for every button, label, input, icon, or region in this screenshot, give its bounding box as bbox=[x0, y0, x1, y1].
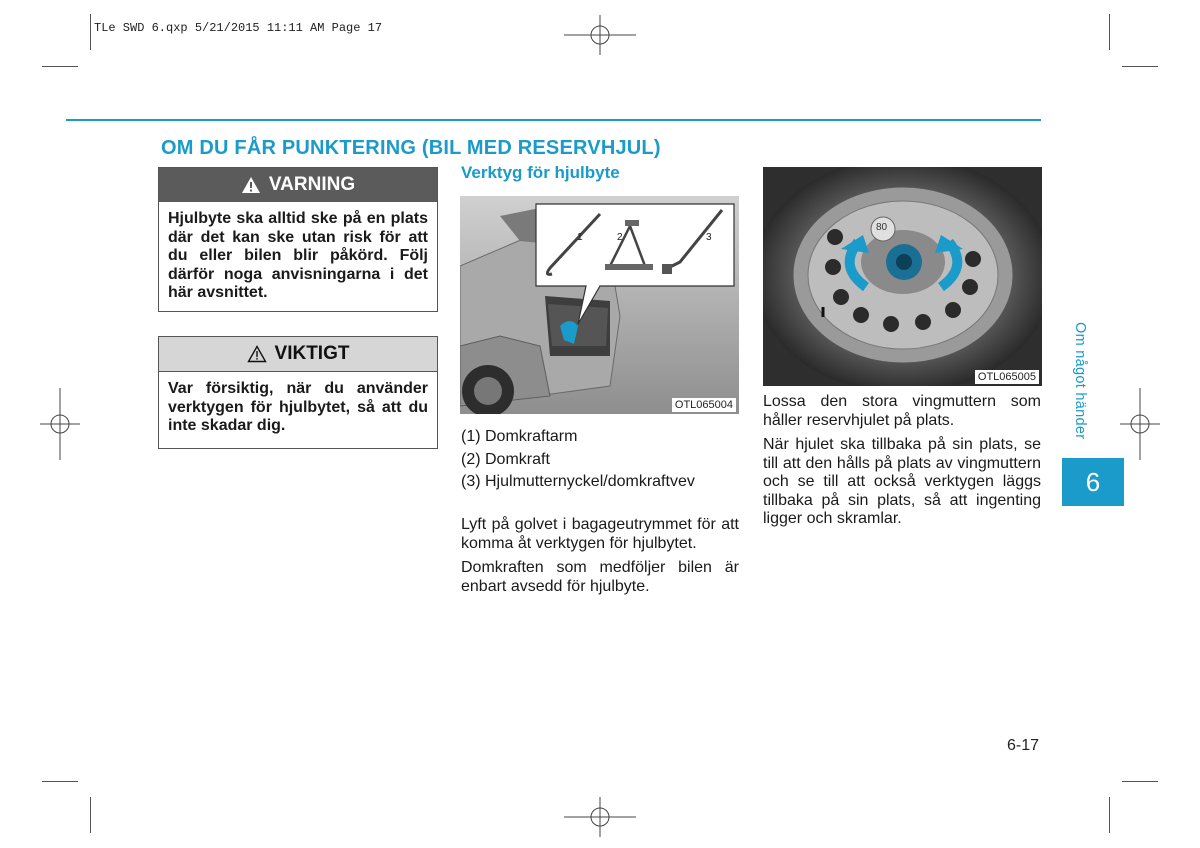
warning-box bbox=[158, 167, 438, 312]
chapter-label bbox=[1068, 322, 1092, 452]
warning-text: Hjulbyte ska alltid ske på en plats där det kan ske utan risk för att du eller bilen blir påkörd. Följ därför noga anvisningarna i det här avsnittet. bbox=[168, 210, 428, 301]
nut-label: 80 bbox=[876, 222, 888, 233]
spare-paragraphs bbox=[763, 393, 1041, 535]
crop-mark bbox=[42, 66, 78, 67]
caution-triangle-icon bbox=[247, 345, 267, 363]
callout-1: 1 bbox=[577, 232, 583, 243]
caution-box bbox=[158, 336, 438, 449]
warning-header bbox=[159, 168, 437, 202]
paragraph: Lossa den stora vingmuttern som håller reservhjulet på plats. bbox=[763, 393, 1041, 429]
chapter-tab: 6 bbox=[1062, 458, 1124, 506]
caution-text: Var försiktig, när du använder verktygen för hjulbytet, så att du inte skadar dig. bbox=[168, 380, 428, 434]
chapter-label-text: Om något händer bbox=[1072, 322, 1088, 440]
crop-mark bbox=[42, 781, 78, 782]
crop-mark bbox=[90, 14, 91, 50]
figure-code: OTL065004 bbox=[672, 398, 736, 412]
warning-triangle-icon bbox=[241, 176, 261, 194]
print-slug: TLe SWD 6.qxp 5/21/2015 11:11 AM Page 17 bbox=[94, 21, 383, 35]
car-trunk-illustration bbox=[460, 196, 739, 414]
tools-figure bbox=[460, 196, 739, 414]
crop-mark bbox=[1122, 66, 1158, 67]
registration-mark-top bbox=[564, 15, 636, 55]
header-rule bbox=[66, 119, 1041, 121]
crop-mark bbox=[1122, 781, 1158, 782]
tools-heading: Verktyg för hjulbyte bbox=[461, 163, 620, 182]
spare-wheel-figure bbox=[763, 167, 1042, 386]
paragraph: Domkraften som medföljer bilen är enbart avsedd för hjulbyte. bbox=[461, 559, 739, 595]
registration-mark-right bbox=[1120, 388, 1160, 460]
warning-title: VARNING bbox=[268, 174, 356, 195]
caution-header bbox=[159, 337, 437, 372]
registration-mark-bottom bbox=[564, 797, 636, 837]
crop-mark bbox=[90, 797, 91, 833]
tools-paragraphs bbox=[461, 516, 739, 602]
list-item: (2) Domkraft bbox=[461, 450, 550, 468]
crop-mark bbox=[1109, 14, 1110, 50]
callout-2: 2 bbox=[617, 232, 623, 243]
paragraph: När hjulet ska tillbaka på sin plats, se till att den hålls på plats av vingmuttern och se till att också verktygen läggs tillbaka på sin plats, så att ingenting ligger och skramlar. bbox=[763, 436, 1041, 527]
tools-list bbox=[461, 426, 741, 494]
page-number: 6-17 bbox=[1007, 737, 1040, 754]
crop-mark bbox=[1109, 797, 1110, 833]
list-item: (3) Hjulmutternyckel/domkraftvev bbox=[461, 473, 695, 490]
section-title: OM DU FÅR PUNKTERING (BIL MED RESERVHJUL) bbox=[161, 137, 661, 159]
spare-wheel-illustration bbox=[763, 167, 1042, 386]
list-item: (1) Domkraftarm bbox=[461, 428, 578, 445]
figure-code: OTL065005 bbox=[975, 370, 1039, 384]
caution-title: VIKTIGT bbox=[274, 343, 350, 364]
paragraph: Lyft på golvet i bagageutrymmet för att komma åt verktygen för hjulbytet. bbox=[461, 516, 739, 552]
registration-mark-left bbox=[40, 388, 80, 460]
callout-3: 3 bbox=[706, 232, 712, 243]
